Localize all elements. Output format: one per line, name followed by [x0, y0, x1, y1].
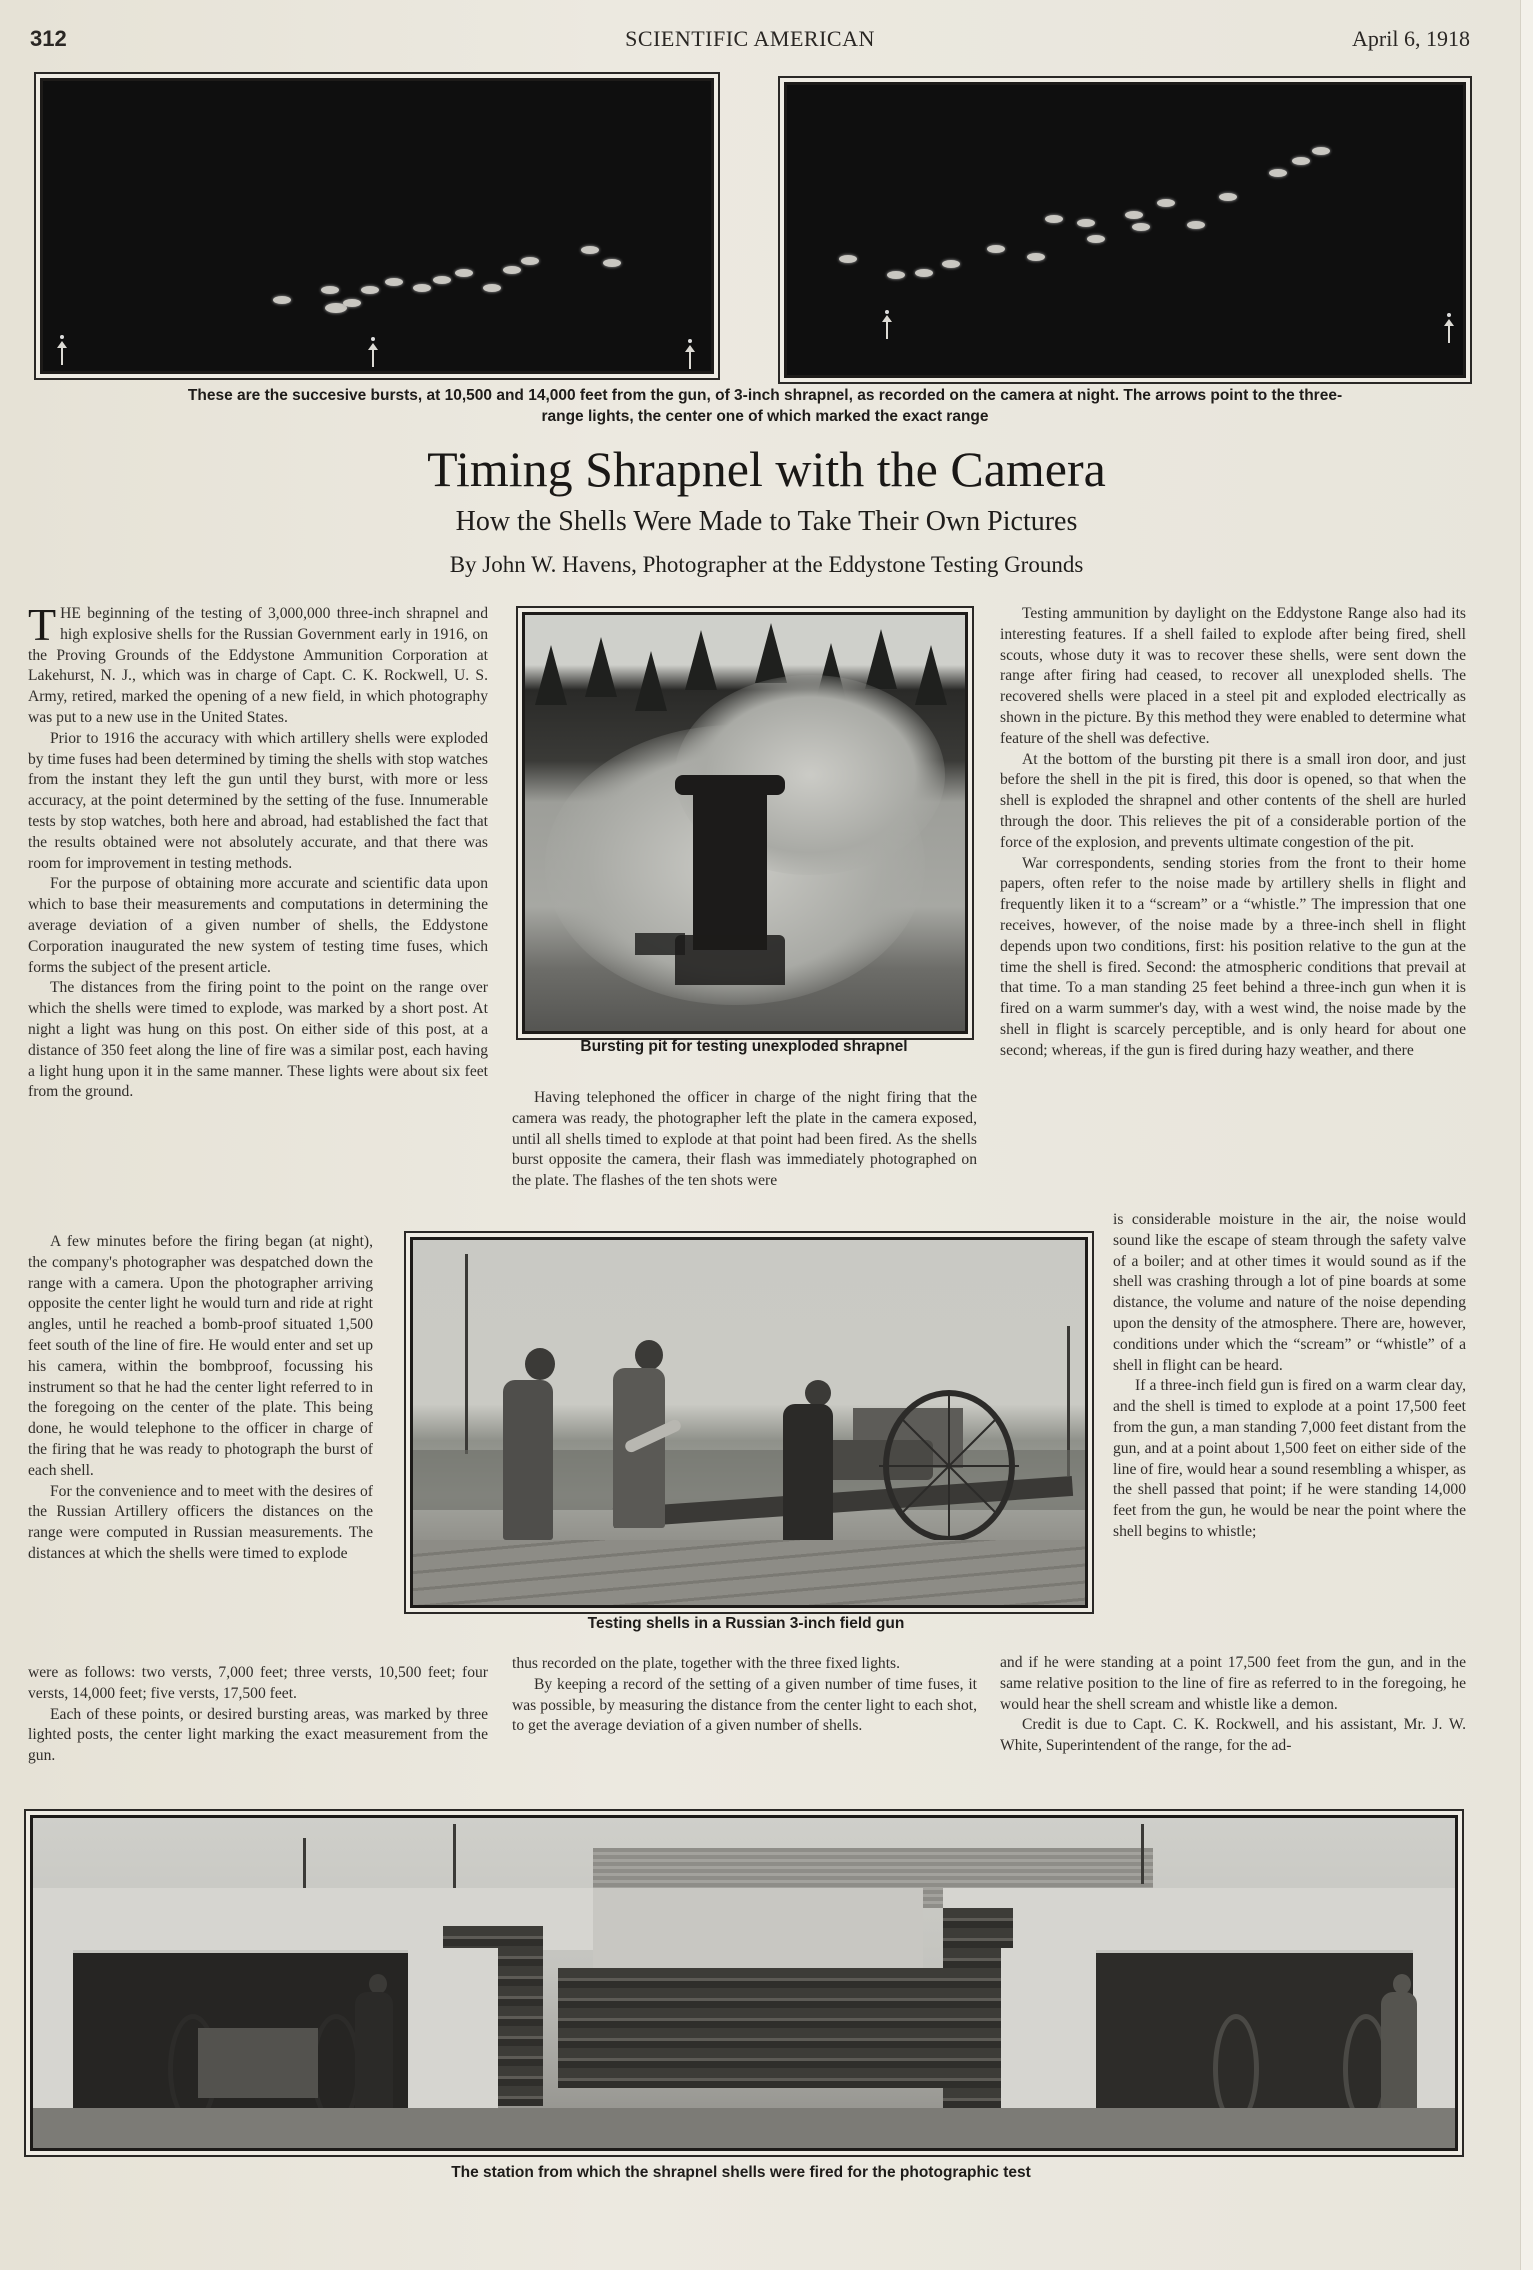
article-column-3-narrow: [1113, 1210, 1466, 1543]
field-gun-caption: Testing shells in a Russian 3-inch field gun: [587, 1615, 905, 1632]
paragraph: Credit is due to Capt. C. K. Rockwell, and his assistant, Mr. J. W. White, Superintendent of the range, for the ad-: [1000, 1716, 1466, 1755]
firing-station-photo: [30, 1815, 1458, 2151]
field-gun-photo: [410, 1237, 1088, 1608]
article-subtitle: How the Shells Were Made to Take Their Own Pictures: [455, 506, 1078, 537]
bursting-pit-caption: Bursting pit for testing unexploded shrapnel: [580, 1038, 908, 1055]
log-wall: [558, 1968, 948, 2088]
paragraph: Prior to 1916 the accuracy with which artillery shells were exploded by time fuses had been determined by timing the shells with stop watches from the instant they left the gun until they burst, with more or less accuracy, at the point determined by the setting of the fuse. Innumerable tests by stop watches, both here and abroad, had established the fact that the results obtained were not absolutely accurate, and that there was room for improvement in testing methods.: [28, 729, 488, 872]
issue-date: April 6, 1918: [1352, 26, 1470, 51]
range-light-arrow: [61, 345, 63, 365]
paragraph: is considerable moisture in the air, the noise would sound like the escape of steam through the safety valve of a boiler; and at other times it would sound as if the shell was crashing through a lot of pine boards at some distance, the volume and nature of the noise depending upon the density of the atmosphere. There are, however, conditions under which the “scream” or “whistle” of a shell in flight can be heard.: [1113, 1211, 1466, 1374]
article-column-1: [28, 599, 488, 1103]
soldier: [355, 1992, 393, 2112]
paragraph: War correspondents, sending stories from the front to their home papers, often refer to the noise made by artillery shells in flight and frequently liken it to a “scream” or a “whistle.” The impression that one receives, however, of the noise made by a three-inch shell in flight depends upon two conditions, first: his position relative to the gun at the time the shell is fired. Second: the atmospheric conditions that prevail at that time. To a man standing 25 feet behind a three-inch gun when it is fired on a warm summer's day, with a west wind, the noise made by the shell in flight is scarcely perceptible, and is only heard for about one second; whereas, if the gun is fired during hazy weather, and there: [1000, 854, 1466, 1059]
caption-line: These are the succesive bursts, at 10,500 and 14,000 feet from the gun, of 3-inch shrapnel, as recorded on the camera at night. The arrows point to the three-: [187, 387, 1343, 404]
paragraph: were as follows: two versts, 7,000 feet; three versts, 10,500 feet; four versts, 14,000 feet; five versts, 17,500 feet.: [28, 1664, 488, 1702]
paragraph: and if he were standing at a point 17,500 feet from the gun, and in the same relative position to the line of fire as referred to in the foregoing, he would hear the shell scream and whistle like a demon.: [1000, 1654, 1466, 1713]
paragraph: The distances from the firing point to the point on the range over which the shells were timed to explode, was marked by a short post. At night a light was hung on this post. On either side of this post, at a distance of 350 feet along the line of fire was a similar post, each having a light hung upon it in the same manner. These lights were about six feet from the ground.: [28, 979, 488, 1101]
article-column-3: [1000, 604, 1466, 1062]
paragraph: Each of these points, or desired bursting areas, was marked by three lighted posts, the center light marking the exact measurement from the gun.: [28, 1705, 488, 1765]
paragraph: By keeping a record of the setting of a given number of time fuses, it was possible, by measuring the distance from the center light to each shot, to get the average deviation of a given number of shells.: [512, 1675, 977, 1735]
drop-cap: T: [28, 599, 57, 650]
range-light-arrow: [689, 349, 691, 369]
publication-name: SCIENTIFIC AMERICAN: [625, 26, 875, 51]
range-light-arrow: [886, 319, 888, 339]
running-head: [30, 26, 1470, 56]
paragraph: thus recorded on the plate, together with the three fixed lights.: [512, 1655, 900, 1672]
night-burst-caption: [60, 385, 1470, 427]
bursting-pit-photo: [522, 612, 968, 1034]
article-column-2-lower: [512, 1654, 977, 1737]
range-light-arrow: [1448, 323, 1450, 343]
paragraph: At the bottom of the bursting pit there is a small iron door, and just before the shell in the pit is fired, this door is opened, so that when the shell is exploded the shrapnel and other contents of the shell are hurled through the door. This relieves the pit of a considerable portion of the force of the explosion, and prevents ultimate congestion of the pit.: [1000, 750, 1466, 851]
night-burst-photo-left: [40, 78, 714, 374]
article-byline: By John W. Havens, Photographer at the Eddystone Testing Grounds: [449, 552, 1084, 577]
night-burst-photo-right: [784, 82, 1466, 378]
article-column-1-narrow: [28, 1232, 373, 1565]
soldier: [503, 1380, 553, 1540]
gun-shed-right: [943, 1888, 1455, 1950]
soldier: [783, 1404, 833, 1544]
paragraph: For the convenience and to meet with the desires of the Russian Artillery officers the distances on the range were computed in Russian measurements. The distances at which the shells were timed to explode: [28, 1482, 373, 1562]
station-caption: The station from which the shrapnel shells were fired for the photographic test: [451, 2164, 1031, 2181]
paragraph: Having telephoned the officer in charge of the night firing that the camera was ready, the photographer left the plate in the camera exposed, until all shells timed to explode at that point had been fired. As the shells burst opposite the camera, their flash was immediately photographed on the plate. The flashes of the ten shots were: [512, 1089, 977, 1190]
range-light-arrow: [372, 347, 374, 367]
soldier: [1381, 1992, 1417, 2112]
paragraph: THE beginning of the testing of 3,000,000 three-inch shrapnel and high explosive shells for the Russian Government early in 1916, on the Proving Grounds of the Eddystone Ammunition Corporation at Lakehurst, N. J., which was in charge of Capt. C. K. Rockwell, U. S. Army, retired, marked the opening of a new field, in which photography was put to a new use in the United States.: [28, 599, 488, 726]
gun-wheel: [883, 1390, 1015, 1542]
paragraph: For the purpose of obtaining more accurate and scientific data upon which to base their measurements and computations in determining the average deviation of a given number of shells, the Eddystone Corporation inaugurated the new system of testing time fuses, which forms the subject of the present article.: [28, 875, 488, 976]
page-number: 312: [30, 26, 67, 51]
article-column-2: [512, 1088, 977, 1192]
paragraph: If a three-inch field gun is fired on a warm clear day, and the shell is timed to explode at a point 17,500 feet from the gun, a man standing 7,000 feet distant from the gun, and at a point about 1,500 feet on either side of the line of fire, would hear a sound resembling a whisper, as the shell passed that point; if he were standing 14,000 feet from the gun, he would be near the point where the shell begins to whistle;: [1113, 1377, 1466, 1540]
paragraph: Testing ammunition by daylight on the Eddystone Range also had its interesting features. If a shell failed to explode after being fired, shell scouts, whose duty it was to recover these shells, were sent down the range after firing had ceased, to recover all unexploded shells. The recovered shells were placed in a steel pit and exploded electrically as shown in the picture. By this method they were enabled to determine what feature of the shell was defective.: [1000, 605, 1466, 747]
article-column-3-bottom: [1000, 1653, 1466, 1757]
paragraph: A few minutes before the firing began (at night), the company's photographer was despatched down the range with a camera. Upon the photographer arriving opposite the center light he would turn and ride at right angles, until he reached a bomb-proof situated 1,500 feet south of the line of fire. He would enter and set up his camera, within the bombproof, focussing his instrument so that he had the center light referred to in the foregoing on the center of the plate. This being done, he would telephone to the officer in charge of the firing that he was ready to photograph the burst of each shell.: [28, 1233, 373, 1479]
article-title: Timing Shrapnel with the Camera: [427, 441, 1106, 497]
caption-line: range lights, the center one of which marked the exact range: [541, 408, 989, 425]
article-column-1-bottom: [28, 1663, 488, 1767]
page-edge: [1520, 0, 1533, 2270]
